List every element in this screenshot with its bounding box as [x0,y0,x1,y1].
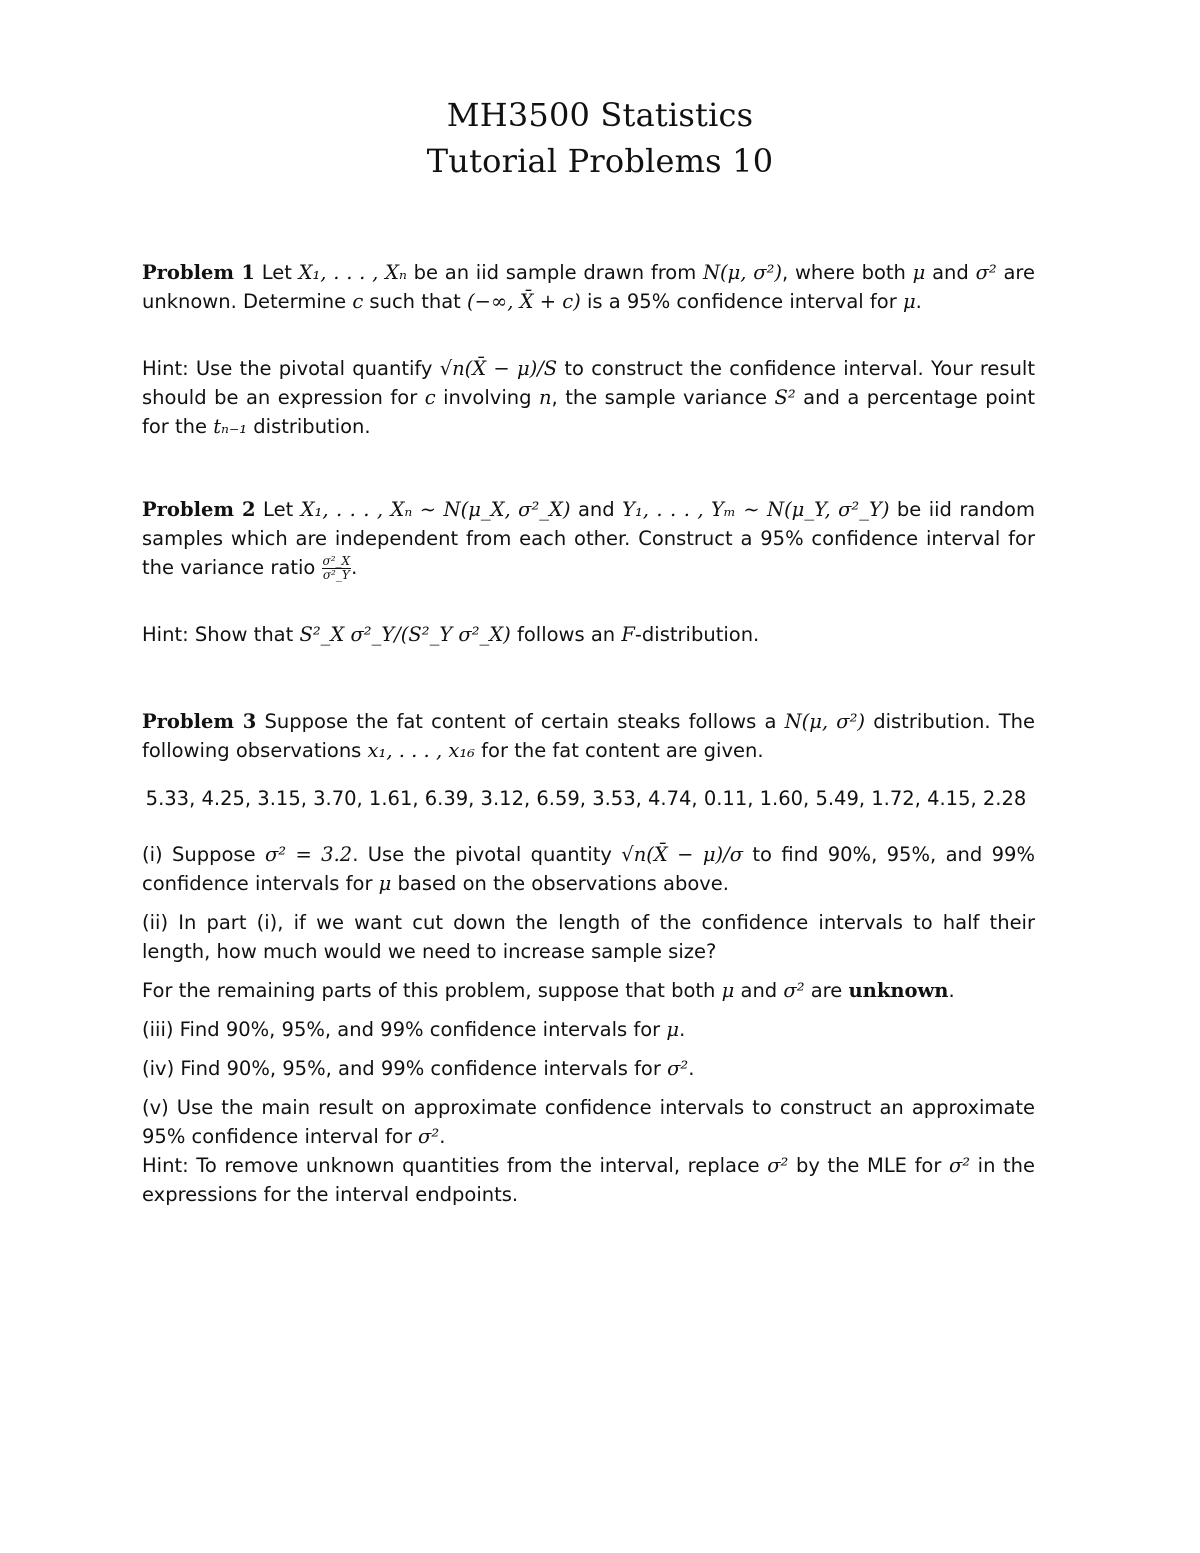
text: to construct the confidence interval. Your result should be an expression for [142,357,1035,409]
math: σ² = 3.2 [264,843,353,866]
math: S²_X σ²_Y/(S²_Y σ²_X) [299,623,511,646]
part-ii: (ii) In part (i), if we want cut down the length of the confidence intervals to half their length, how much would we need to increase sample size? [142,911,1035,963]
problem-3-label: Problem 3 [142,710,257,733]
math: x₁, . . . , x₁₆ [367,739,475,762]
problem-1-label: Problem 1 [142,261,255,284]
text: (iv) Find 90%, 95%, and 99% confidence intervals for [142,1057,668,1080]
math: F [621,623,635,646]
math: σ² [767,1154,789,1177]
math: S² [774,386,796,409]
text: to find 90%, 95%, and 99% confidence intervals for [142,843,1035,895]
text: . [351,556,358,579]
text: are unknown. Determine [142,261,1035,313]
text: (i) Suppose [142,843,265,866]
math: σ² [667,1057,689,1080]
text: follows an [510,623,622,646]
text: Let [254,261,299,284]
math: μ [912,261,926,284]
math: μ [378,872,392,895]
text: (iii) Find 90%, 95%, and 99% confidence intervals for [142,1018,667,1041]
text: Let [255,498,301,521]
problem-3 [142,707,1035,765]
text: such that [363,290,468,313]
text: , the sample variance [551,386,775,409]
problem-2-hint [142,620,1035,649]
text: be iid random samples which are independent from each other. Construct a 95% confidence interval for the variance ratio [142,498,1035,579]
math: X₁, . . . , Xₙ ∼ N(μ_X, σ²_X) [300,498,571,521]
problem-1-statement [142,258,1035,316]
problem-2-label: Problem 2 [142,498,256,521]
text: and [570,498,623,521]
problem-1 [142,258,1035,441]
text: Hint: To remove unknown quantities from the interval, replace [142,1154,768,1177]
text: distribution. [247,415,371,438]
text: by the MLE for [788,1154,949,1177]
text: -distribution. [634,623,760,646]
part-i [142,840,1035,898]
problem-2-statement [142,495,1035,582]
math: c [352,290,364,313]
text: distribution. The following observations [142,710,1035,762]
math: N(μ, σ²) [702,261,782,284]
part-v [142,1093,1035,1151]
text: . [948,979,955,1002]
text: and [734,979,784,1002]
text: . [688,1057,695,1080]
math: σ² [975,261,997,284]
math: Y₁, . . . , Yₘ ∼ N(μ_Y, σ²_Y) [622,498,890,521]
text: . [439,1125,446,1148]
math: tₙ₋₁ [213,415,248,438]
observations-list: 5.33, 4.25, 3.15, 3.70, 1.61, 6.39, 3.12, 6.59, 3.53, 4.74, 0.11, 1.60, 5.49, 1.72, 4.15, 2.28 [145,787,1027,810]
text: For the remaining parts of this problem, suppose that both [142,979,722,1002]
problem-2 [142,495,1035,649]
math: c [424,386,436,409]
math: (−∞, X̄ + c) [467,290,581,313]
problem-3-hint [142,1151,1035,1209]
part-iv [142,1054,1035,1083]
text: in the expressions for the interval endpoints. [142,1154,1036,1206]
text: . [679,1018,686,1041]
text: and [925,261,976,284]
document-title: MH3500 Statistics [446,96,754,134]
remaining-parts-note [142,976,1035,1005]
text: based on the observations above. [391,872,729,895]
text: involving [435,386,539,409]
text: are [804,979,849,1002]
text: is a 95% confidence interval for [580,290,903,313]
document-subtitle: Tutorial Problems 10 [426,142,774,180]
math: σ² [948,1154,971,1177]
problem-3-parts [142,840,1035,1209]
text: Hint: Show that [142,623,300,646]
problem-3-statement [142,707,1035,765]
variance-ratio [322,555,352,582]
text: and a percentage point for the [142,386,1035,438]
part-iii [142,1015,1035,1044]
math: n [538,386,552,409]
emphasis-unknown: unknown [848,979,949,1002]
text: be an iid sample drawn from [406,261,703,284]
text: Suppose the fat content of certain steaks follows a [256,710,785,733]
math: N(μ, σ²) [784,710,866,733]
ratio-denominator: σ²_Y [322,568,350,582]
text: . Use the pivotal quantity [352,843,622,866]
math: σ² [418,1125,440,1148]
text: for the fat content are given. [474,739,764,762]
ratio-numerator: σ²_X [322,554,351,568]
text: (v) Use the main result on approximate confidence intervals to construct an approximate 95% confidence interval for [142,1096,1035,1148]
text: . [915,290,922,313]
math: σ² [783,979,805,1002]
math: √n(X̄ − μ)/S [439,357,558,380]
math: √n(X̄ − μ)/σ [621,843,744,866]
math: μ [666,1018,680,1041]
math: X₁, . . . , Xₙ [298,261,407,284]
text: Hint: Use the pivotal quantify [142,357,440,380]
text: , where both [782,261,913,284]
math: μ [902,290,916,313]
math: μ [721,979,735,1002]
problem-1-hint [142,354,1035,441]
